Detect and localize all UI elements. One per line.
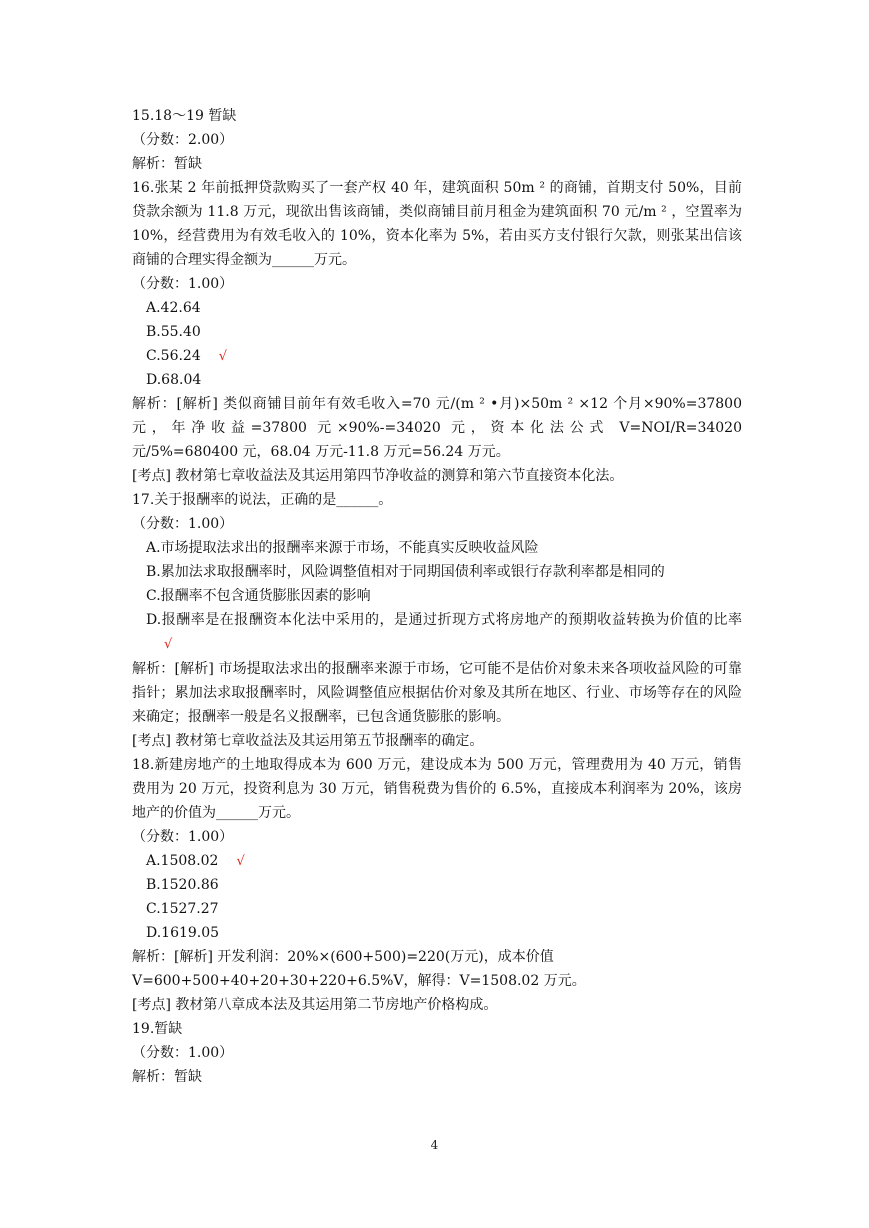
question-17-option-c: C.报酬率不包含通货膨胀因素的影响 xyxy=(146,588,371,604)
question-18-score: （分数：1.00） xyxy=(132,829,234,845)
option-text: A.1508.02 xyxy=(146,853,219,869)
correct-check-icon: √ xyxy=(164,637,173,652)
question-15-stem: 15.18～19 暂缺 xyxy=(132,108,237,124)
option-text: A.42.64 xyxy=(146,300,201,316)
page-number: 4 xyxy=(430,1138,439,1152)
question-18-option-c: C.1527.27 xyxy=(146,901,219,917)
question-18-point: [考点] 教材第八章成本法及其运用第二节房地产价格构成。 xyxy=(132,997,498,1013)
question-16-point: [考点] 教材第七章收益法及其运用第四节净收益的测算和第六节直接资本化法。 xyxy=(132,468,624,484)
question-15-analysis: 解析：暂缺 xyxy=(132,156,202,172)
question-17-analysis: 解析：[解析] 市场提取法求出的报酬率来源于市场，它可能不是估价对象未来各项收益风险的可靠指针；累加法求取报酬率时，风险调整值应根据估价对象及其所在地区、行业、市场等存在的风险来确定；报酬率一般是名义报酬率，已包含通货膨胀的影响。 xyxy=(132,661,742,725)
question-16-option-d xyxy=(132,368,742,392)
correct-check-icon: √ xyxy=(236,854,245,869)
question-18-option-d: D.1619.05 xyxy=(146,925,220,941)
question-19-stem: 19.暂缺 xyxy=(132,1021,183,1037)
question-18-option-a xyxy=(132,849,742,873)
question-17-stem: 17.关于报酬率的说法，正确的是______。 xyxy=(132,492,393,508)
question-18-analysis-line-1: 解析：[解析] 开发利润：20%×(600+500)=220(万元)，成本价值 xyxy=(132,949,554,965)
question-18-stem: 18.新建房地产的土地取得成本为 600 万元，建设成本为 500 万元，管理费用为 40 万元，销售费用为 20 万元，投资利息为 30 万元，销售税费为售价的 6.5%，直接成本利润率为 20%，该房地产的价值为______万元。 xyxy=(132,757,742,821)
question-17-score: （分数：1.00） xyxy=(132,516,234,532)
page-content xyxy=(132,104,742,1089)
option-text: B.55.40 xyxy=(146,324,201,340)
question-16-option-c xyxy=(132,344,742,368)
option-text: D.报酬率是在报酬资本化法中采用的，是通过折现方式将房地产的预期收益转换为价值的比率 xyxy=(146,612,742,628)
question-16-option-a xyxy=(132,296,742,320)
question-17-option-d xyxy=(132,608,742,657)
question-19-analysis: 解析：暂缺 xyxy=(132,1069,202,1085)
question-17-point: [考点] 教材第七章收益法及其运用第五节报酬率的确定。 xyxy=(132,733,484,749)
question-18-option-b: B.1520.86 xyxy=(146,877,219,893)
question-19-score: （分数：1.00） xyxy=(132,1045,234,1061)
correct-check-icon: √ xyxy=(218,349,228,364)
question-15-score: （分数：2.00） xyxy=(132,132,234,148)
question-16-stem: 16.张某 2 年前抵押贷款购买了一套产权 40 年，建筑面积 50m ² 的商铺，首期支付 50%，目前贷款余额为 11.8 万元，现欲出售该商铺，类似商铺目前月租金为建筑面积 70 元/m ² ，空置率为 10%，经营费用为有效毛收入的 10%，资本化率为 5%，若由买方支付银行欠款，则张某出信该商铺的合理实得金额为______万元。 xyxy=(132,180,742,268)
question-17-option-b: B.累加法求取报酬率时，风险调整值相对于同期国债利率或银行存款利率都是相同的 xyxy=(146,564,665,580)
question-16-score: （分数：1.00） xyxy=(132,276,234,292)
question-18-analysis-line-2: V=600+500+40+20+30+220+6.5%V，解得：V=1508.02 万元。 xyxy=(132,973,586,989)
question-17-option-a: A.市场提取法求出的报酬率来源于市场，不能真实反映收益风险 xyxy=(146,540,539,556)
option-text: C.56.24 xyxy=(146,348,201,364)
question-16-analysis: 解析：[解析] 类似商铺目前年有效毛收入=70 元/(m ² •月)×50m ² ×12 个月×90%=37800 元，年净收益=37800 元×90%-=34020 元，资本化法公式 V=NOI/R=34020 元/5%=680400 元，68.04 万元-11.8 万元=56.24 万元。 xyxy=(132,396,742,460)
question-16-option-b xyxy=(132,320,742,344)
option-text: D.68.04 xyxy=(146,372,202,388)
